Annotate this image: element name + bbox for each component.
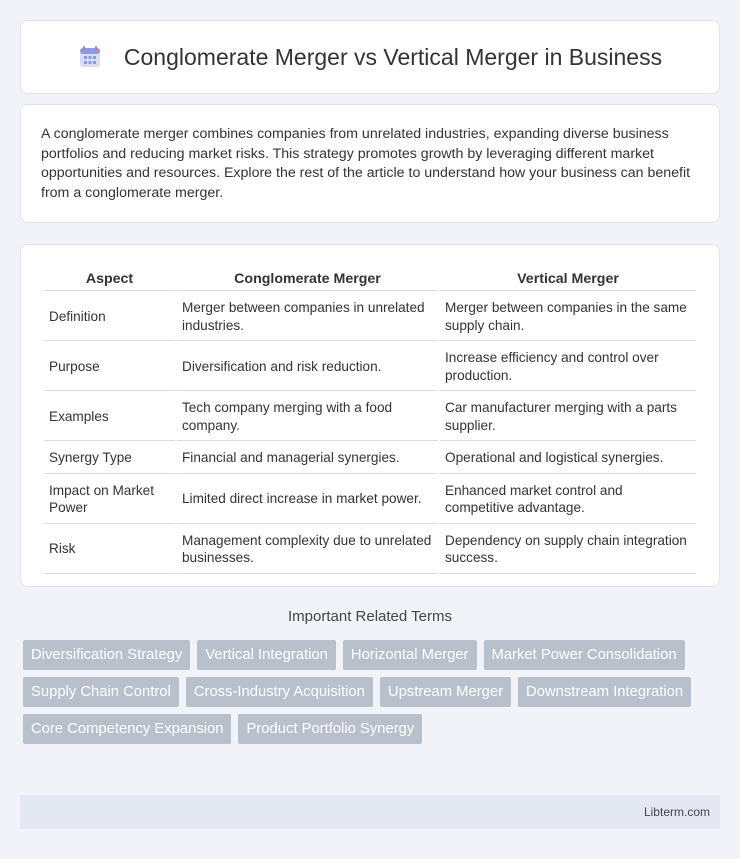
related-terms-title: Important Related Terms (288, 608, 452, 625)
row-conglomerate: Merger between companies in unrelated industries. (177, 293, 438, 341)
row-conglomerate: Limited direct increase in market power. (177, 476, 438, 524)
related-term-tag[interactable]: Core Competency Expansion (23, 714, 231, 744)
header-card (20, 20, 720, 94)
table-row (44, 293, 696, 341)
row-vertical: Dependency on supply chain integration success. (440, 526, 696, 574)
header-vertical: Vertical Merger (440, 267, 696, 291)
header-aspect: Aspect (44, 267, 175, 291)
row-aspect: Risk (44, 526, 175, 574)
related-term-tag[interactable]: Vertical Integration (197, 640, 336, 670)
calendar-icon (78, 45, 102, 69)
related-term-tag[interactable]: Product Portfolio Synergy (238, 714, 422, 744)
related-term-tag[interactable]: Diversification Strategy (23, 640, 190, 670)
related-term-tag[interactable]: Market Power Consolidation (484, 640, 685, 670)
row-conglomerate: Management complexity due to unrelated businesses. (177, 526, 438, 574)
row-aspect: Synergy Type (44, 443, 175, 474)
table-row (44, 343, 696, 391)
row-vertical: Merger between companies in the same supply chain. (440, 293, 696, 341)
row-vertical: Enhanced market control and competitive advantage. (440, 476, 696, 524)
table-row (44, 393, 696, 441)
row-aspect: Purpose (44, 343, 175, 391)
table-row (44, 443, 696, 474)
related-terms-list (23, 640, 723, 751)
row-conglomerate: Tech company merging with a food company. (177, 393, 438, 441)
intro-card (20, 104, 720, 223)
table-row (44, 526, 696, 574)
row-conglomerate: Financial and managerial synergies. (177, 443, 438, 474)
row-aspect: Examples (44, 393, 175, 441)
related-term-tag[interactable]: Downstream Integration (518, 677, 691, 707)
related-term-tag[interactable]: Upstream Merger (380, 677, 511, 707)
related-term-tag[interactable]: Horizontal Merger (343, 640, 477, 670)
page-title: Conglomerate Merger vs Vertical Merger in Business (123, 43, 663, 70)
row-aspect: Definition (44, 293, 175, 341)
related-term-tag[interactable]: Cross-Industry Acquisition (186, 677, 373, 707)
row-vertical: Increase efficiency and control over production. (440, 343, 696, 391)
comparison-table-card (20, 244, 720, 587)
table-header-row (44, 267, 696, 291)
related-term-tag[interactable]: Supply Chain Control (23, 677, 179, 707)
table-row (44, 476, 696, 524)
row-vertical: Car manufacturer merging with a parts supplier. (440, 393, 696, 441)
footer-site-link[interactable]: Libterm.com (643, 805, 710, 819)
row-conglomerate: Diversification and risk reduction. (177, 343, 438, 391)
row-vertical: Operational and logistical synergies. (440, 443, 696, 474)
row-aspect: Impact on Market Power (44, 476, 175, 524)
footer (20, 795, 720, 829)
intro-text: A conglomerate merger combines companies from unrelated industries, expanding diverse business portfolios and reducing market risks. This strategy promotes growth by leveraging different market opportunities and resources. Explore the rest of the article to understand how your business can benefit from a conglomerate merger. (41, 126, 691, 201)
comparison-table (42, 265, 698, 576)
header-conglomerate: Conglomerate Merger (177, 267, 438, 291)
